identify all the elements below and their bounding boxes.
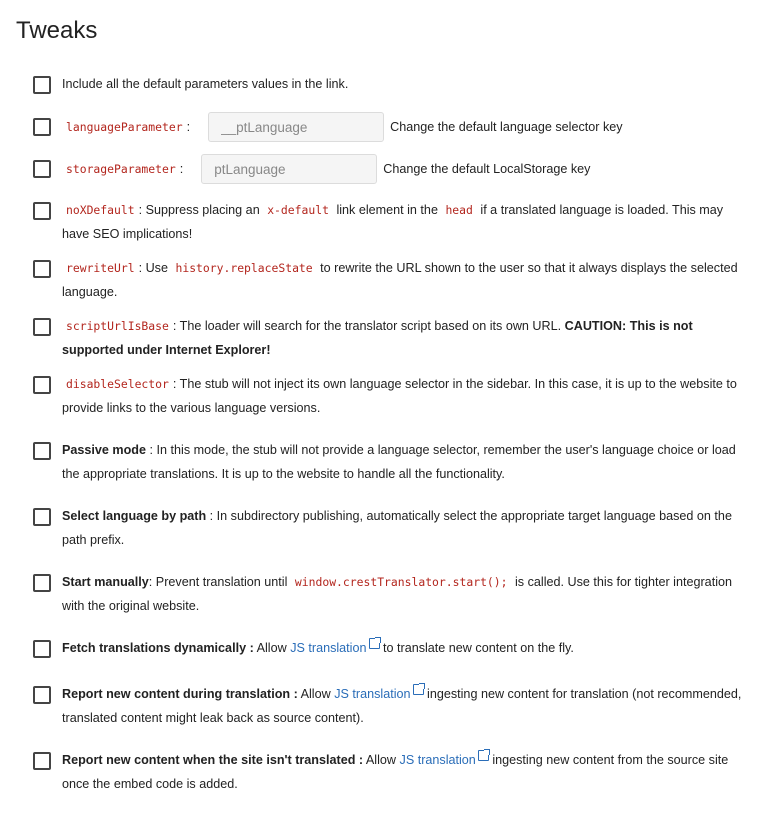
option-text: rewriteUrl : Use history.replaceState to rewrite the URL shown to the user so that it always displays the selected language.: [62, 261, 738, 299]
option-description: Change the default language selector key: [390, 120, 623, 134]
option-text: Fetch translations dynamically : Allow JS translation to translate new content on the fly.: [62, 636, 751, 660]
report-during-checkbox[interactable]: [33, 686, 51, 704]
js-translation-link[interactable]: JS translation: [334, 687, 411, 701]
option-text: disableSelector : The stub will not inject its own language selector in the sidebar. In this case, it is up to the website to provide links to the various language versions.: [62, 377, 737, 415]
report-not-translated-checkbox[interactable]: [33, 752, 51, 770]
passive-mode-checkbox[interactable]: [33, 442, 51, 460]
fetch-dynamic-checkbox[interactable]: [33, 640, 51, 658]
external-link-icon: [369, 638, 380, 649]
rewrite-url-checkbox[interactable]: [33, 260, 51, 278]
option-text: scriptUrlIsBase : The loader will search for the translator script based on its own URL. CAUTION: This is not supported under Internet Explorer!: [62, 319, 693, 357]
option-text: Report new content when the site isn't translated : Allow JS translation ingesting new content from the source site once the embed code is added.: [62, 748, 751, 796]
js-translation-link[interactable]: JS translation: [290, 641, 367, 655]
disable-selector-checkbox[interactable]: [33, 376, 51, 394]
option-text: Include all the default parameters values in the link.: [62, 77, 349, 91]
language-parameter-input[interactable]: [208, 112, 384, 142]
start-manually-checkbox[interactable]: [33, 574, 51, 592]
option-code: storageParameter: [66, 162, 176, 176]
external-link-icon: [478, 750, 489, 761]
js-translation-link[interactable]: JS translation: [399, 753, 476, 767]
option-field-line: storageParameter : ptLanguage Change the default LocalStorage key: [62, 152, 590, 186]
option-code: languageParameter: [66, 120, 183, 134]
storage-parameter-input[interactable]: [201, 154, 377, 184]
option-text: noXDefault : Suppress placing an x-default link element in the head if a translated language is loaded. This may have SEO implications!: [62, 203, 724, 241]
option-field-line: languageParameter : __ptLanguage Change the default language selector key: [62, 110, 623, 144]
external-link-icon: [413, 684, 424, 695]
language-parameter-checkbox[interactable]: [33, 118, 51, 136]
option-description: Change the default LocalStorage key: [383, 162, 591, 176]
script-url-is-base-checkbox[interactable]: [33, 318, 51, 336]
option-text: Start manually: Prevent translation until window.crestTranslator.start(); is called. Use this for tighter integration with the original website.: [62, 575, 732, 613]
option-text: Report new content during translation : Allow JS translation ingesting new content for translation (not recommended, translated content might leak back as source content).: [62, 682, 751, 730]
storage-parameter-checkbox[interactable]: [33, 160, 51, 178]
include-defaults-checkbox[interactable]: [33, 76, 51, 94]
no-x-default-checkbox[interactable]: [33, 202, 51, 220]
option-text: Select language by path : In subdirectory publishing, automatically select the appropriate target language based on the path prefix.: [62, 509, 732, 547]
select-by-path-checkbox[interactable]: [33, 508, 51, 526]
option-text: Passive mode : In this mode, the stub will not provide a language selector, remember the user's language choice or load the appropriate translations. It is up to the website to handle all the functionality.: [62, 443, 736, 481]
page-title: Tweaks: [16, 17, 98, 44]
